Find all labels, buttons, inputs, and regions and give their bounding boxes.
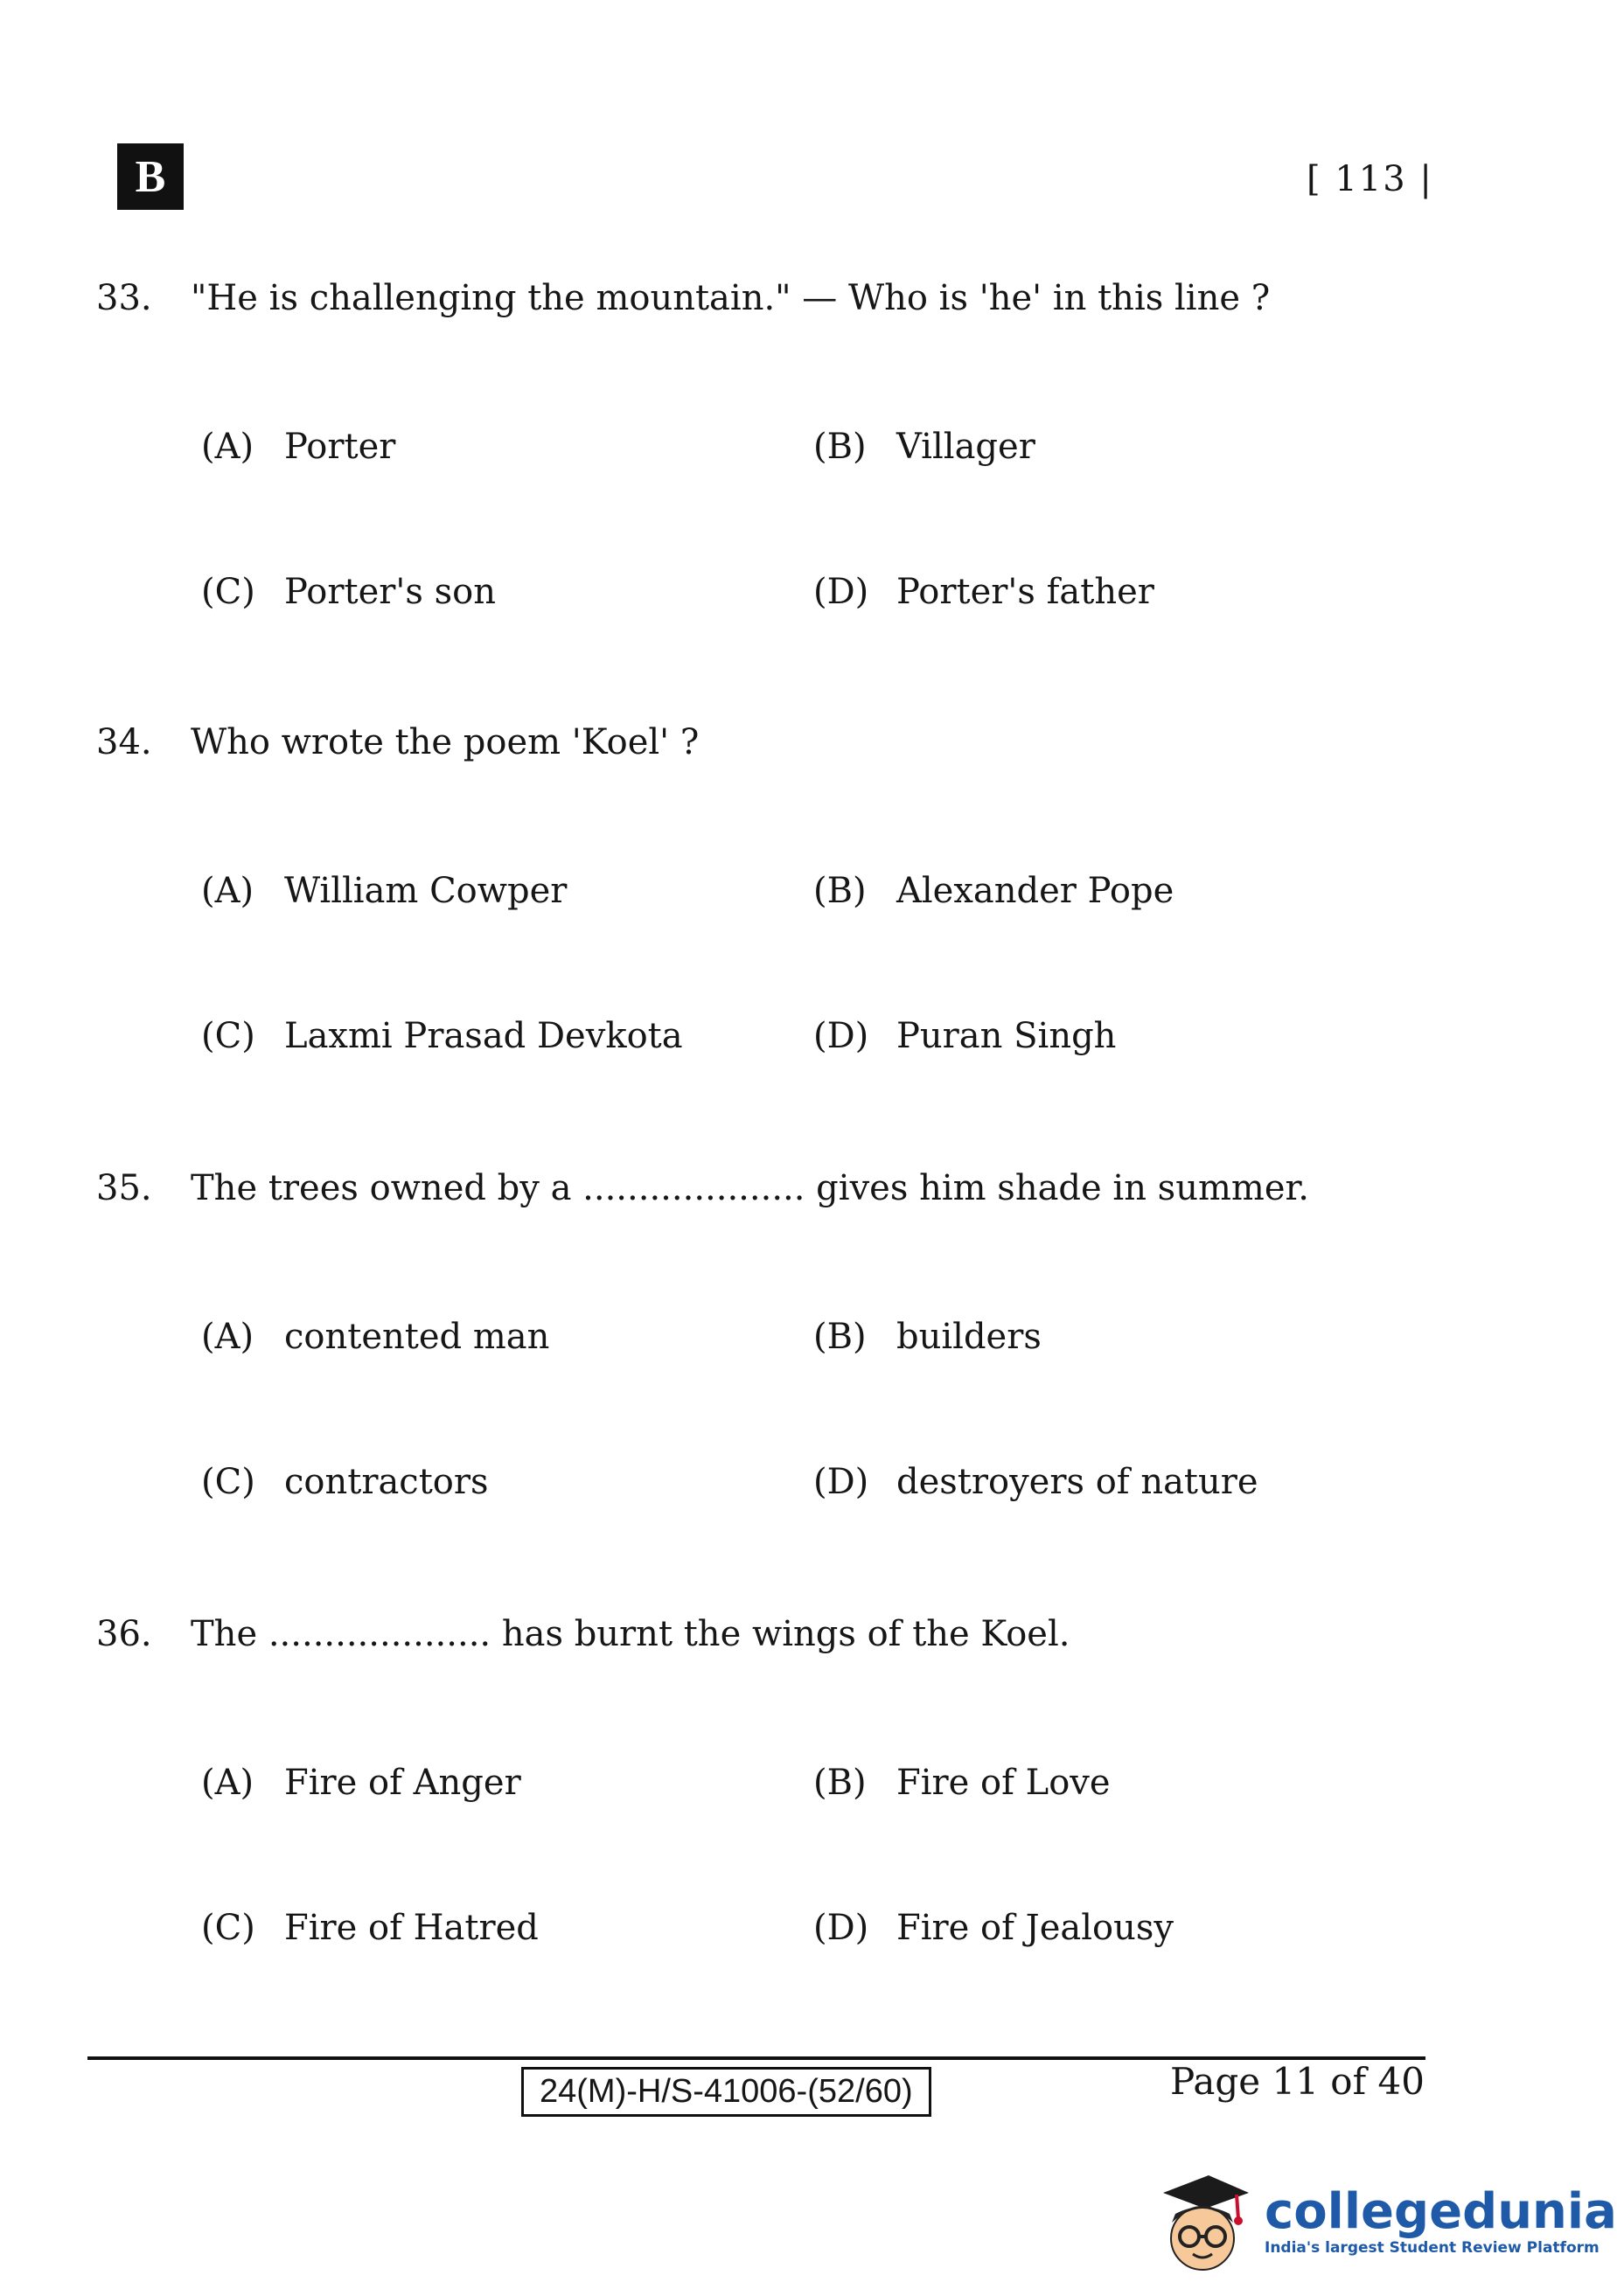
options xyxy=(96,1317,1390,1502)
option-key: (D) xyxy=(813,1016,869,1056)
option-key: (B) xyxy=(813,871,867,911)
paper-code: 24(M)-H/S-41006-(52/60) xyxy=(521,2067,931,2117)
option-key: (B) xyxy=(813,427,867,467)
option-key: (B) xyxy=(813,1317,867,1357)
option-text: Porter's son xyxy=(284,572,496,612)
page-code: [ 113 | xyxy=(1307,159,1433,199)
question-text: "He is challenging the mountain." — Who is 'he' in this line ? xyxy=(191,278,1271,318)
question-number: 36. xyxy=(96,1614,152,1654)
option-b xyxy=(813,871,1425,911)
question-36 xyxy=(96,1614,1390,1948)
question-34 xyxy=(96,722,1390,1056)
option-c xyxy=(201,1462,813,1502)
option-text: Puran Singh xyxy=(896,1016,1117,1056)
option-key: (C) xyxy=(201,1016,255,1056)
option-text: Porter's father xyxy=(896,572,1154,612)
option-key: (D) xyxy=(813,572,869,612)
option-b xyxy=(813,1763,1425,1803)
question-33 xyxy=(96,278,1390,612)
question-text: The trees owned by a .................... gives him shade in summer. xyxy=(191,1168,1309,1208)
option-text: destroyers of nature xyxy=(896,1462,1258,1502)
option-key: (A) xyxy=(201,1763,254,1803)
option-d xyxy=(813,572,1425,612)
options xyxy=(96,1763,1390,1948)
student-mascot-icon xyxy=(1154,2168,1251,2273)
option-key: (D) xyxy=(813,1908,869,1948)
question-text: Who wrote the poem 'Koel' ? xyxy=(191,722,700,762)
option-text: Porter xyxy=(284,427,396,467)
set-badge: B xyxy=(117,143,184,210)
watermark xyxy=(1154,2168,1617,2273)
page-number: Page 11 of 40 xyxy=(1170,2060,1425,2103)
option-text: Laxmi Prasad Devkota xyxy=(284,1016,683,1056)
option-c xyxy=(201,1016,813,1056)
option-key: (C) xyxy=(201,1462,255,1502)
option-key: (B) xyxy=(813,1763,867,1803)
option-text: Villager xyxy=(896,427,1035,467)
question-text: The .................... has burnt the wings of the Koel. xyxy=(191,1614,1070,1654)
option-text: Fire of Love xyxy=(896,1763,1111,1803)
option-d xyxy=(813,1016,1425,1056)
question-number: 33. xyxy=(96,278,152,318)
option-b xyxy=(813,1317,1425,1357)
option-text: contractors xyxy=(284,1462,489,1502)
option-c xyxy=(201,572,813,612)
option-c xyxy=(201,1908,813,1948)
option-a xyxy=(201,427,813,467)
options xyxy=(96,427,1390,612)
option-text: Fire of Hatred xyxy=(284,1908,539,1948)
option-a xyxy=(201,1317,813,1357)
option-a xyxy=(201,1763,813,1803)
option-text: contented man xyxy=(284,1317,550,1357)
option-key: (C) xyxy=(201,572,255,612)
question-35 xyxy=(96,1168,1390,1502)
option-key: (A) xyxy=(201,871,254,911)
question-number: 35. xyxy=(96,1168,152,1208)
option-text: William Cowper xyxy=(284,871,568,911)
option-text: Fire of Anger xyxy=(284,1763,521,1803)
question-number: 34. xyxy=(96,722,152,762)
options xyxy=(96,871,1390,1056)
option-d xyxy=(813,1462,1425,1502)
option-text: builders xyxy=(896,1317,1042,1357)
option-key: (C) xyxy=(201,1908,255,1948)
option-a xyxy=(201,871,813,911)
option-key: (D) xyxy=(813,1462,869,1502)
option-key: (A) xyxy=(201,427,254,467)
option-d xyxy=(813,1908,1425,1948)
option-key: (A) xyxy=(201,1317,254,1357)
option-b xyxy=(813,427,1425,467)
brand-tagline: India's largest Student Review Platform xyxy=(1265,2239,1600,2257)
brand-name: collegedunia xyxy=(1265,2183,1617,2240)
option-text: Alexander Pope xyxy=(896,871,1174,911)
option-text: Fire of Jealousy xyxy=(896,1908,1174,1948)
